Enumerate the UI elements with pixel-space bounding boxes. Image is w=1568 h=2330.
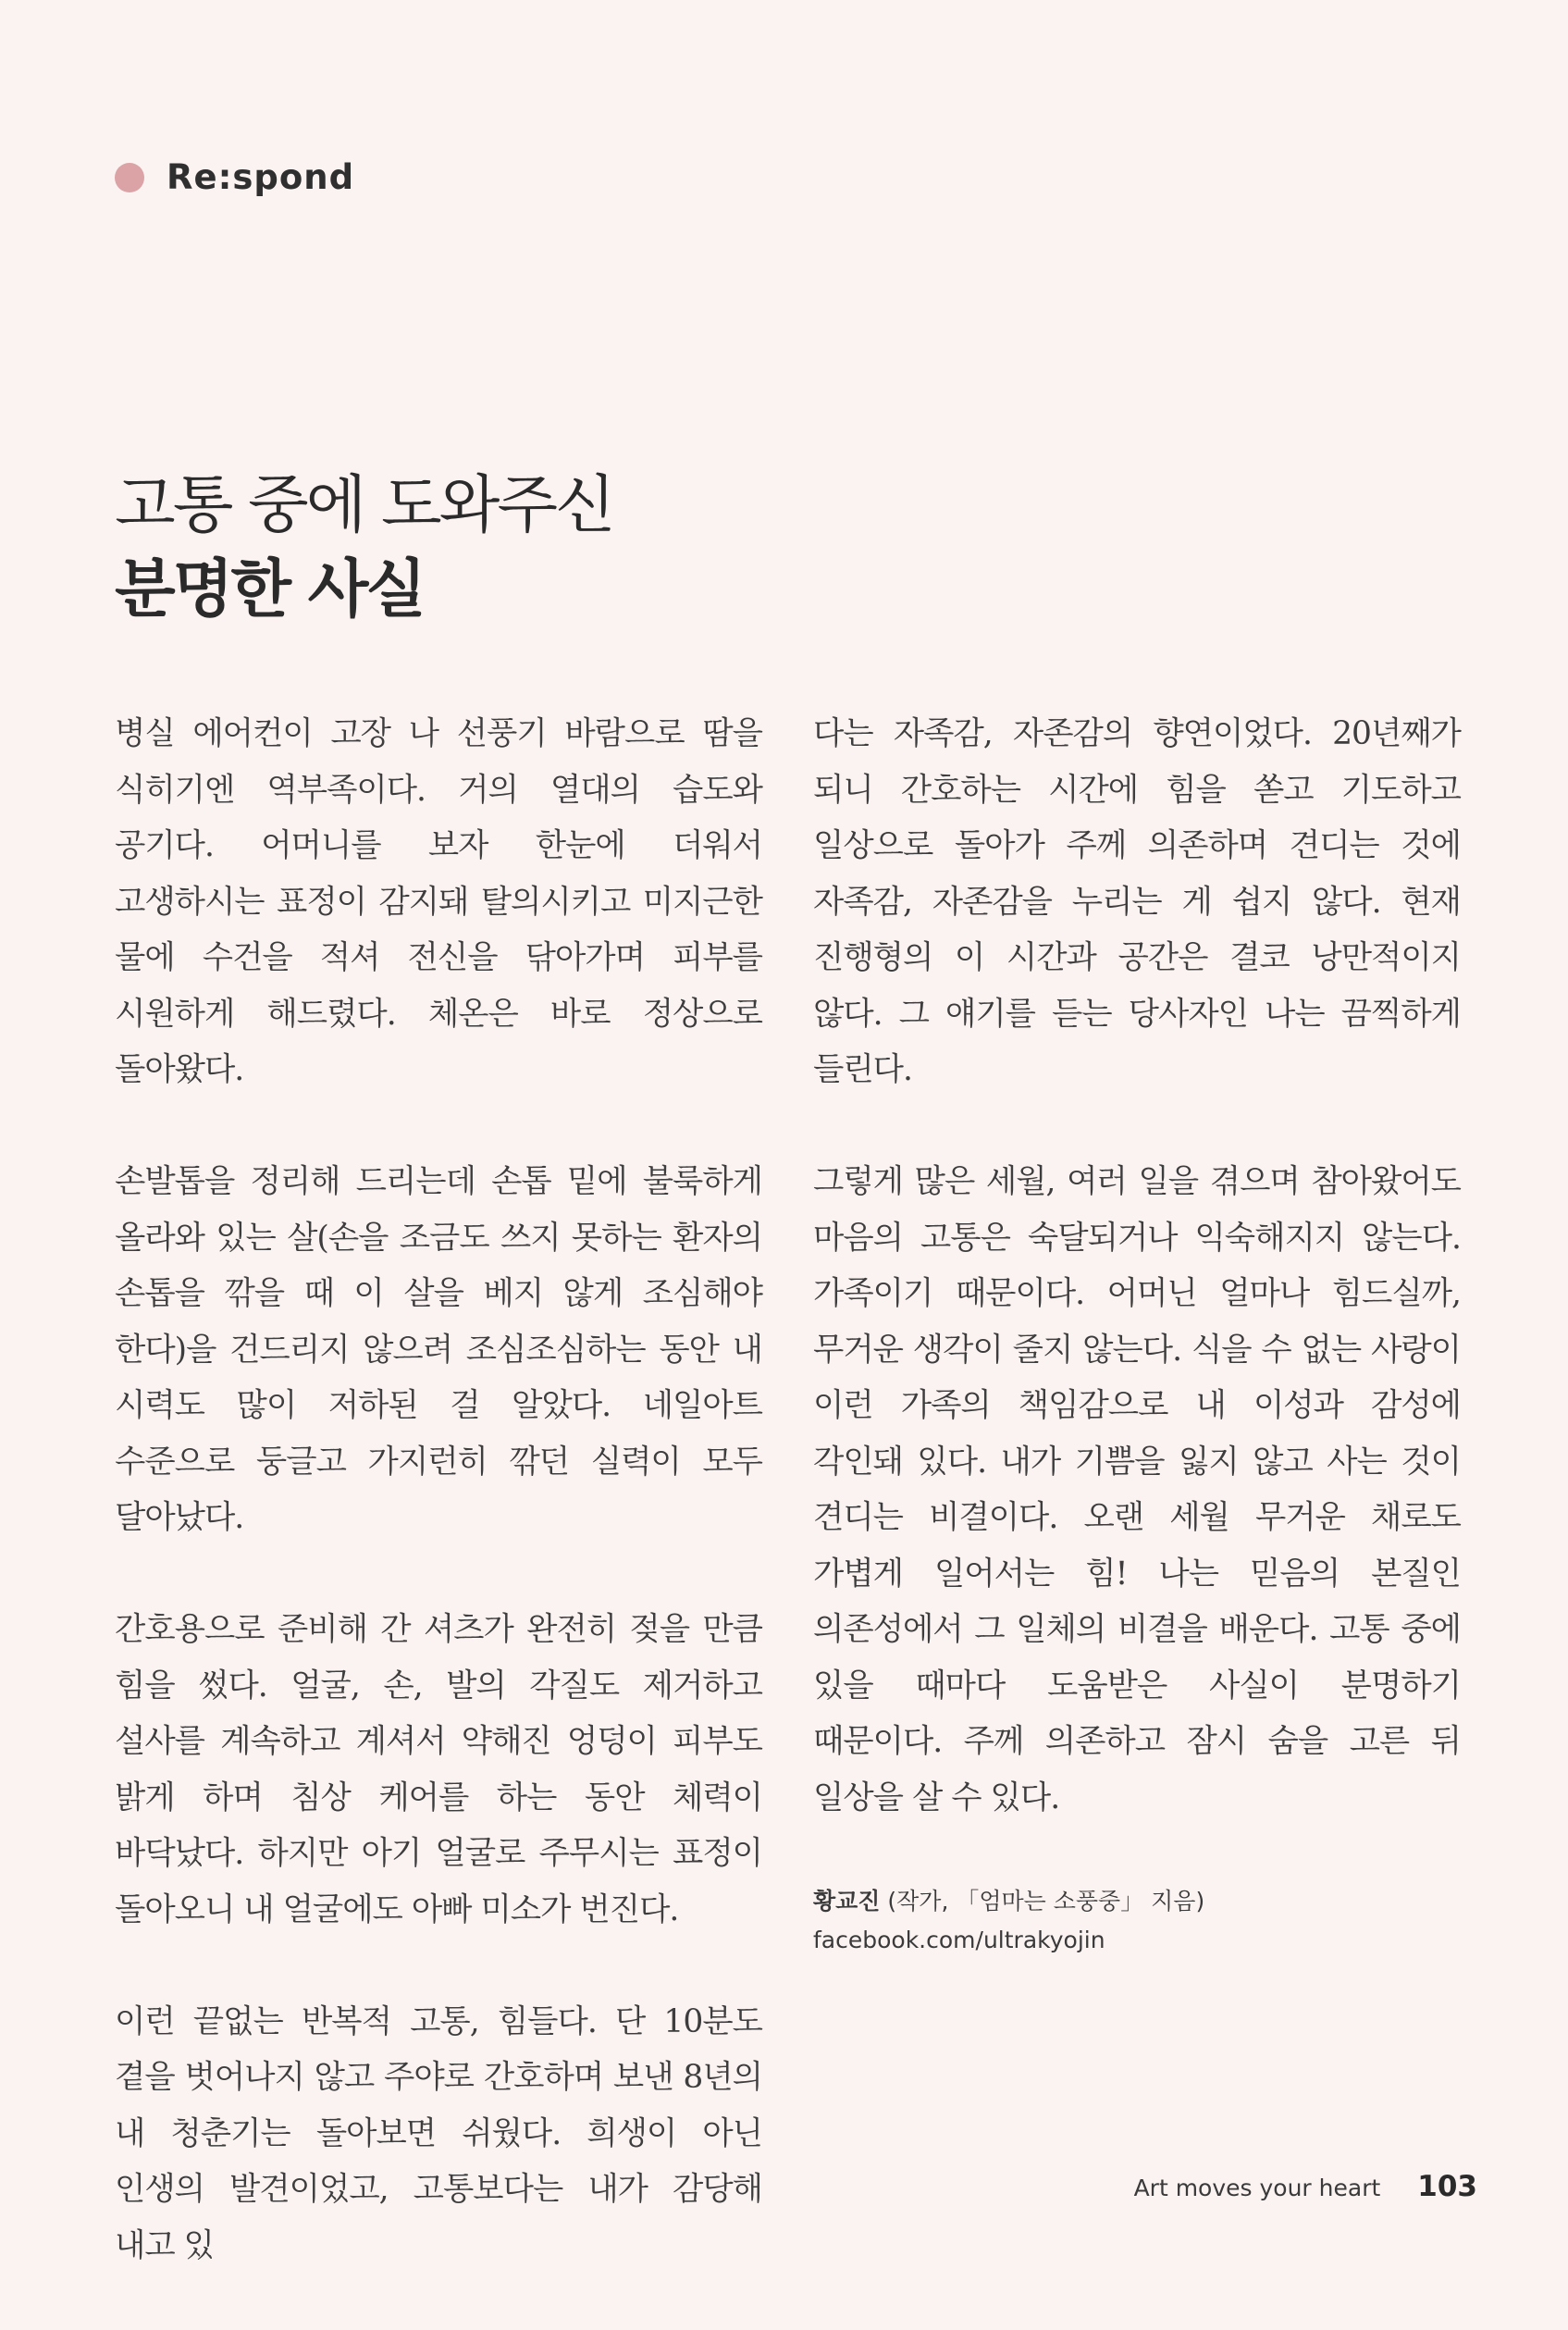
page-number: 103: [1417, 2170, 1477, 2203]
body-paragraph: 손발톱을 정리해 드리는데 손톱 밑에 불룩하게 올라와 있는 살(손을 조금도 쓰지 못하는 환자의 손톱을 깎을 때 이 살을 베지 않게 조심해야 한다)을 건드리지 않으려 조심조심하는 동안 내 시력도 많이 저하된 걸 알았다. 네일아트 수준으로 둥글고 가지런히 깎던 실력이 모두 달아났다.: [115, 1163, 762, 1536]
article-title-line2: 분명한 사실: [115, 552, 425, 626]
body-paragraph: 다는 자족감, 자존감의 향연이었다. 20년째가 되니 간호하는 시간에 힘을 쏟고 기도하고 일상으로 돌아가 주께 의존하며 견디는 것에 자족감, 자존감을 누리는 게 쉽지 않다. 현재 진행형의 이 시간과 공간은 결코 낭만적이지 않다. 그 얘기를 듣는 당사자인 나는 끔찍하게 들린다.: [813, 715, 1461, 1088]
body-paragraph: 이런 끝없는 반복적 고통, 힘들다. 단 10분도 곁을 벗어나지 않고 주야로 간호하며 보낸 8년의 내 청춘기는 돌아보면 쉬웠다. 희생이 아닌 인생의 발견이었고, 고통보다는 내가 감당해 내고 있: [115, 2002, 762, 2264]
right-column: [813, 706, 1461, 1960]
left-column: [115, 706, 762, 2330]
section-tag: [115, 157, 354, 197]
body-paragraph: 병실 에어컨이 고장 나 선풍기 바람으로 땀을 식히기엔 역부족이다. 거의 열대의 습도와 공기다. 어머니를 보자 한눈에 더워서 고생하시는 표정이 감지돼 탈의시키고 미지근한 물에 수건을 적셔 전신을 닦아가며 피부를 시원하게 해드렸다. 체온은 바로 정상으로 돌아왔다.: [115, 715, 762, 1088]
author-byline: [813, 1882, 1461, 1960]
page-footer: [1134, 2170, 1477, 2203]
footer-tagline: Art moves your heart: [1133, 2175, 1381, 2201]
article-title-line1: 고통 중에 도와주신: [115, 469, 613, 542]
author-name: 황교진: [813, 1887, 881, 1915]
section-dot-icon: [115, 163, 144, 192]
body-paragraph: 간호용으로 준비해 간 셔츠가 완전히 젖을 만큼 힘을 썼다. 얼굴, 손, 발의 각질도 제거하고 설사를 계속하고 계셔서 약해진 엉덩이 피부도 밝게 하며 침상 케어를 하는 동안 체력이 바닥났다. 하지만 아기 얼굴로 주무시는 표정이 돌아오니 내 얼굴에도 아빠 미소가 번진다.: [115, 1611, 762, 1928]
section-label: Re:spond: [167, 157, 355, 197]
article-title: [115, 465, 613, 631]
body-paragraph: 그렇게 많은 세월, 여러 일을 겪으며 참아왔어도 마음의 고통은 숙달되거나 익숙해지지 않는다. 가족이기 때문이다. 어머닌 얼마나 힘드실까, 무거운 생각이 줄지 않는다. 식을 수 없는 사랑이 이런 가족의 책임감으로 내 이성과 감성에 각인돼 있다. 내가 기쁨을 잃지 않고 사는 것이 견디는 비결이다. 오랜 세월 무거운 채로도 가볍게 일어서는 힘! 나는 믿음의 본질인 의존성에서 그 일체의 비결을 배운다. 고통 중에 있을 때마다 도움받은 사실이 분명하기 때문이다. 주께 의존하고 잠시 숨을 고른 뒤 일상을 살 수 있다.: [813, 1163, 1461, 1816]
author-link[interactable]: facebook.com/ultrakyojin: [813, 1926, 1105, 1953]
author-detail: (작가, 「엄마는 소풍중」 지음): [880, 1887, 1205, 1915]
